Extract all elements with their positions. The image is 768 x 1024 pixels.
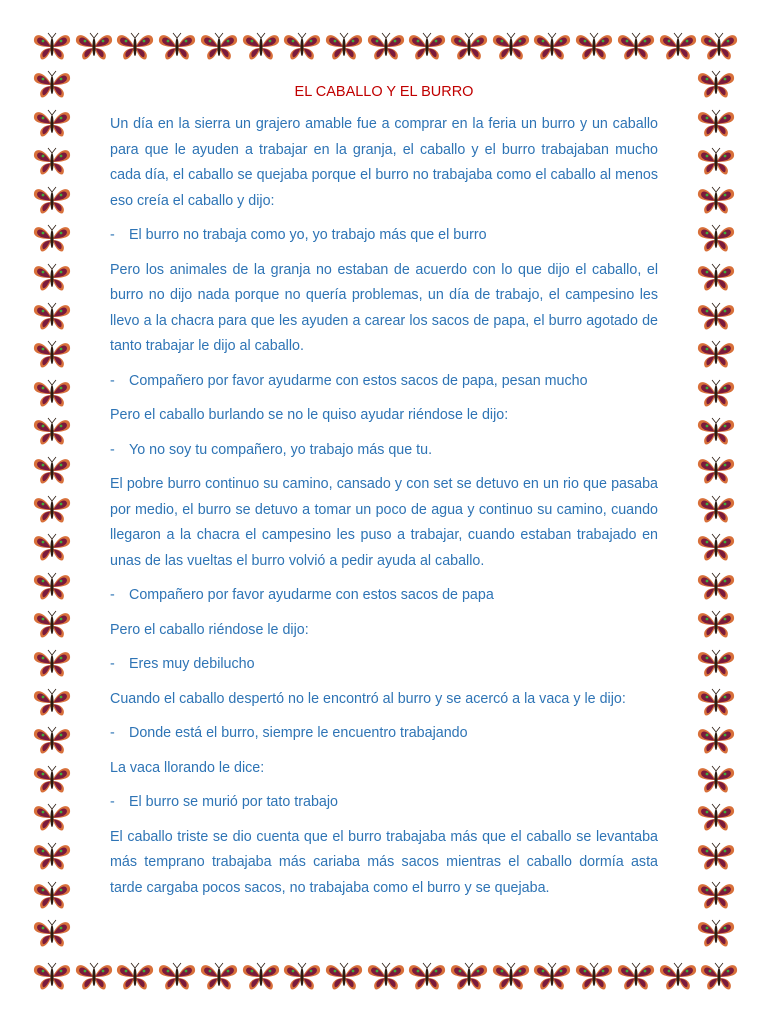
- butterfly-icon: [32, 610, 72, 640]
- butterfly-icon: [32, 147, 72, 177]
- dialogue-dash: -: [110, 794, 115, 810]
- dialogue-text: Compañero por favor ayudarme con estos sacos de papa: [129, 587, 494, 603]
- dialogue-text: Compañero por favor ayudarme con estos sacos de papa, pesan mucho: [129, 372, 588, 389]
- butterfly-icon: [696, 572, 736, 602]
- butterfly-icon: [696, 842, 736, 872]
- butterfly-icon: [32, 688, 72, 718]
- dialogue-dash: -: [110, 587, 115, 603]
- butterfly-icon: [32, 765, 72, 795]
- butterfly-icon: [32, 109, 72, 139]
- butterfly-icon: [449, 962, 489, 992]
- butterfly-icon: [32, 263, 72, 293]
- butterfly-icon: [157, 962, 197, 992]
- butterfly-icon: [366, 962, 406, 992]
- butterfly-icon: [696, 109, 736, 139]
- butterfly-icon: [491, 962, 531, 992]
- butterfly-icon: [699, 962, 739, 992]
- butterfly-icon: [696, 147, 736, 177]
- paragraph: Pero los animales de la granja no estaban de acuerdo con lo que dijo el caballo, el burro no dijo nada porque no quería problemas, un día de trabajo, el campesino les llevo a la chacra para que les ayuden a carear los sacos de papa, el burro agotado de tanto trabajar le dijo al caballo.: [110, 261, 658, 354]
- butterfly-icon: [199, 32, 239, 62]
- butterfly-icon: [32, 70, 72, 100]
- butterfly-icon: [696, 765, 736, 795]
- butterfly-icon: [696, 688, 736, 718]
- butterfly-icon: [616, 962, 656, 992]
- dialogue-text: Yo no soy tu compañero, yo trabajo más que tu.: [129, 441, 433, 458]
- butterfly-icon: [696, 533, 736, 563]
- butterfly-icon: [324, 962, 364, 992]
- butterfly-icon: [616, 32, 656, 62]
- butterfly-icon: [696, 224, 736, 254]
- dialogue-dash: -: [110, 227, 115, 243]
- dialogue-line: [110, 790, 658, 816]
- paragraph: El pobre burro continuo su camino, cansado y con set se detuvo en un rio que pasaba por medio, el burro se detuvo a tomar un poco de agua y continuo su camino, cuando llegaron a la chacra el campesino les puso a trabajar, cuando estaban trabajado en unas de las vueltas el burro volvió a pedir ayuda al caballo.: [110, 476, 658, 569]
- butterfly-icon: [532, 32, 572, 62]
- dialogue-dash: -: [110, 372, 115, 389]
- butterfly-icon: [32, 803, 72, 833]
- paragraph: Cuando el caballo despertó no le encontró al burro y se acercó a la vaca y le dijo:: [110, 690, 626, 707]
- butterfly-icon: [32, 572, 72, 602]
- butterfly-icon: [699, 32, 739, 62]
- butterfly-icon: [32, 224, 72, 254]
- butterfly-icon: [491, 32, 531, 62]
- butterfly-icon: [696, 456, 736, 486]
- butterfly-icon: [32, 533, 72, 563]
- butterfly-icon: [696, 919, 736, 949]
- butterfly-icon: [32, 302, 72, 332]
- butterfly-icon: [74, 32, 114, 62]
- paragraph: El caballo triste se dio cuenta que el burro trabajaba más que el caballo se levantaba más temprano trabajaba más cariaba más sacos mientras el caballo dormía asta tarde cargaba pocos sacos, no trabajaba como el burro y se quejaba.: [110, 828, 658, 896]
- page-title: EL CABALLO Y EL BURRO: [294, 84, 474, 100]
- butterfly-icon: [532, 962, 572, 992]
- butterfly-icon: [115, 962, 155, 992]
- butterfly-icon: [32, 495, 72, 525]
- butterfly-icon: [324, 32, 364, 62]
- dialogue-line: [110, 583, 658, 609]
- butterfly-icon: [32, 649, 72, 679]
- dialogue-line: [110, 369, 658, 395]
- dialogue-dash: -: [110, 441, 115, 458]
- butterfly-icon: [407, 962, 447, 992]
- butterfly-icon: [74, 962, 114, 992]
- paragraph: Pero el caballo riéndose le dijo:: [110, 621, 309, 638]
- story-body: [110, 112, 658, 901]
- butterfly-icon: [696, 610, 736, 640]
- butterfly-icon: [696, 263, 736, 293]
- dialogue-dash: -: [110, 725, 115, 741]
- butterfly-icon: [574, 962, 614, 992]
- butterfly-icon: [32, 962, 72, 992]
- butterfly-icon: [696, 340, 736, 370]
- butterfly-icon: [32, 186, 72, 216]
- butterfly-icon: [696, 881, 736, 911]
- butterfly-icon: [696, 417, 736, 447]
- dialogue-line: [110, 438, 658, 464]
- butterfly-icon: [696, 726, 736, 756]
- butterfly-icon: [157, 32, 197, 62]
- dialogue-line: [110, 652, 658, 678]
- butterfly-icon: [574, 32, 614, 62]
- butterfly-icon: [282, 962, 322, 992]
- dialogue-text: Eres muy debilucho: [129, 656, 255, 672]
- butterfly-icon: [32, 379, 72, 409]
- butterfly-icon: [658, 32, 698, 62]
- butterfly-icon: [32, 842, 72, 872]
- butterfly-icon: [282, 32, 322, 62]
- dialogue-line: [110, 223, 658, 249]
- dialogue-line: [110, 721, 658, 747]
- butterfly-icon: [696, 186, 736, 216]
- butterfly-icon: [696, 302, 736, 332]
- butterfly-icon: [32, 726, 72, 756]
- butterfly-icon: [696, 495, 736, 525]
- butterfly-icon: [241, 962, 281, 992]
- story-content: [110, 84, 658, 910]
- butterfly-icon: [241, 32, 281, 62]
- dialogue-text: Donde está el burro, siempre le encuentro trabajando: [129, 725, 468, 741]
- butterfly-icon: [115, 32, 155, 62]
- butterfly-icon: [32, 340, 72, 370]
- dialogue-text: El burro se murió por tato trabajo: [129, 794, 338, 810]
- butterfly-icon: [696, 379, 736, 409]
- butterfly-icon: [32, 456, 72, 486]
- paragraph: Pero el caballo burlando se no le quiso ayudar riéndose le dijo:: [110, 407, 509, 423]
- butterfly-icon: [32, 919, 72, 949]
- butterfly-icon: [407, 32, 447, 62]
- paragraph: Un día en la sierra un grajero amable fue a comprar en la feria un burro y un caballo para que le ayuden a trabajar en la granja, el caballo y el burro trabajaban mucho cada día, el caballo se quejaba porque el burro no trabajaba como el caballo al menos eso creía el caballo y dijo:: [110, 116, 658, 209]
- butterfly-icon: [658, 962, 698, 992]
- butterfly-icon: [449, 32, 489, 62]
- dialogue-text: El burro no trabaja como yo, yo trabajo más que el burro: [129, 227, 487, 243]
- butterfly-icon: [366, 32, 406, 62]
- butterfly-icon: [32, 417, 72, 447]
- butterfly-icon: [32, 32, 72, 62]
- paragraph: La vaca llorando le dice:: [110, 759, 265, 776]
- butterfly-icon: [696, 803, 736, 833]
- dialogue-dash: -: [110, 656, 115, 672]
- butterfly-icon: [696, 70, 736, 100]
- butterfly-icon: [199, 962, 239, 992]
- butterfly-icon: [32, 881, 72, 911]
- butterfly-icon: [696, 649, 736, 679]
